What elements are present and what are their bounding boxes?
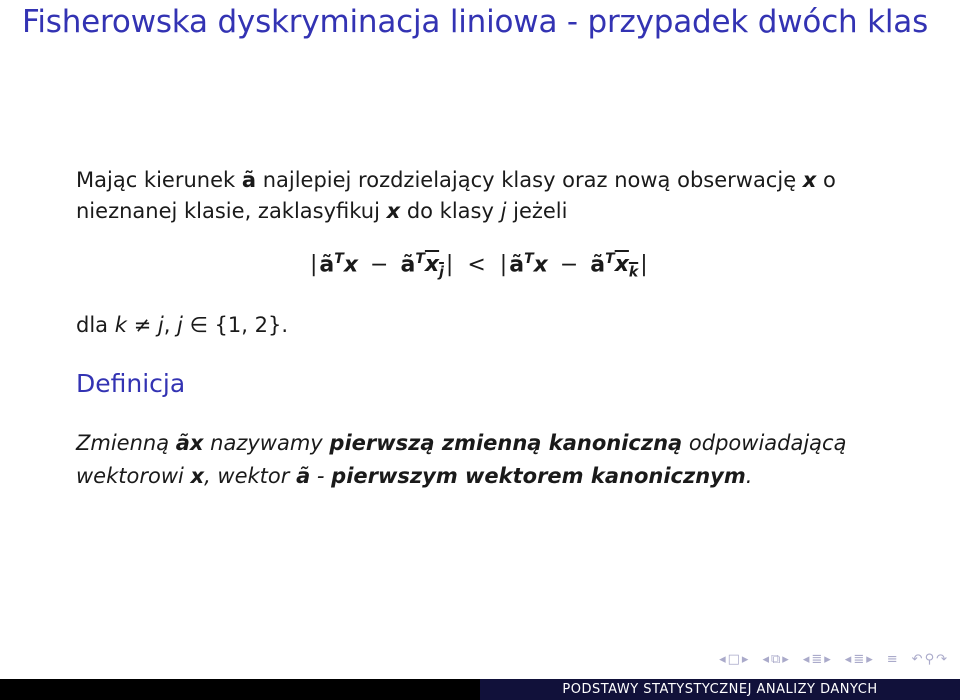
minus: −	[370, 252, 389, 278]
abs-bar: |	[445, 252, 454, 278]
def-term-1: pierwszą zmienną kanoniczną	[329, 431, 683, 455]
nav-search-icon[interactable]: ⚲	[924, 652, 935, 667]
abs-bar: |	[310, 252, 318, 278]
abs-bar: |	[640, 252, 648, 278]
slide-footer	[0, 679, 960, 700]
nav-section-right-icon[interactable]: ▸	[782, 652, 789, 667]
formula-x: x	[343, 252, 359, 278]
beamer-navigation	[718, 652, 948, 667]
def-text-1: Zmienną	[76, 431, 176, 455]
intro-text-2: najlepiej rozdzielający klasy oraz nową obserwację	[256, 168, 803, 192]
condition-j2: j	[177, 313, 183, 337]
nav-back-icon[interactable]: ↶	[911, 652, 923, 667]
condition-neq: ≠	[126, 313, 158, 337]
formula-a: ã	[319, 252, 335, 278]
nav-subsection-left-icon[interactable]: ◂	[802, 652, 810, 667]
transpose: T	[605, 251, 615, 267]
formula-a: ã	[400, 252, 416, 278]
transpose: T	[415, 251, 425, 267]
mean-x-j: $x_j$	[424, 252, 444, 281]
nav-frame-left-icon[interactable]: ◂	[719, 652, 726, 667]
condition-set: ∈ {1, 2}.	[182, 313, 289, 337]
nav-subsection-right-icon[interactable]: ▸	[824, 652, 831, 667]
footer-course-title: PODSTAWY STATYSTYCZNEJ ANALIZY DANYCH	[480, 679, 960, 700]
nav-forward-icon[interactable]: ↷	[936, 652, 947, 667]
def-a: ã	[296, 464, 311, 488]
formula-a: ã	[509, 252, 525, 278]
nav-doc-left-icon[interactable]: ◂	[844, 652, 852, 667]
intro-text-5: jeżeli	[506, 199, 568, 223]
transpose: T	[524, 251, 534, 267]
intro-text-4: do klasy	[400, 199, 501, 223]
nav-subsection-icon: ≣	[811, 652, 823, 667]
mean-x-k: $x_k$	[614, 252, 639, 281]
def-text-2: nazywamy	[203, 431, 330, 455]
formula-a: ã	[590, 252, 606, 278]
footer-left-panel	[0, 679, 480, 700]
def-text-5: -	[310, 464, 332, 488]
def-term-2: pierwszym wektorem kanonicznym	[331, 464, 746, 488]
vector-x: x	[802, 168, 817, 192]
condition-dla: dla	[76, 313, 115, 337]
formula-x: x	[533, 252, 548, 278]
abs-bar: |	[499, 252, 508, 278]
transpose: T	[334, 251, 344, 267]
nav-section-icon: ⧉	[770, 652, 781, 667]
definition-body	[76, 427, 936, 493]
nav-doc-icon: ≣	[853, 652, 865, 667]
less-than: <	[467, 252, 486, 278]
def-text-4: , wektor	[204, 464, 297, 488]
nav-doc-right-icon[interactable]: ▸	[866, 652, 873, 667]
definition-title: Definicja	[76, 369, 186, 398]
slide-title: Fisherowska dyskryminacja liniowa - przypadek dwóch klas	[22, 4, 929, 40]
classification-formula	[308, 251, 650, 281]
def-text-3: odpowiadającą wektorowi	[76, 431, 847, 488]
condition-line	[76, 313, 288, 337]
def-ax: ãx	[175, 431, 204, 455]
intro-text-1: Mając kierunek	[76, 168, 242, 192]
def-text-6: .	[745, 464, 753, 488]
condition-j: j	[157, 313, 164, 337]
condition-k: k	[114, 313, 127, 337]
nav-frame-right-icon[interactable]: ▸	[741, 652, 749, 667]
nav-frame-icon: □	[727, 652, 740, 667]
intro-text-3: o nieznanej klasie, zaklasyfikuj	[76, 168, 836, 223]
nav-section-left-icon[interactable]: ◂	[762, 652, 769, 667]
vector-a: ã	[241, 168, 257, 192]
intro-paragraph	[76, 165, 896, 227]
vector-x-2: x	[386, 199, 401, 223]
condition-comma: ,	[163, 313, 178, 337]
def-x: x	[190, 464, 205, 488]
minus: −	[559, 252, 579, 278]
nav-align-icon[interactable]: ≡	[886, 652, 898, 667]
class-j: j	[500, 199, 507, 223]
